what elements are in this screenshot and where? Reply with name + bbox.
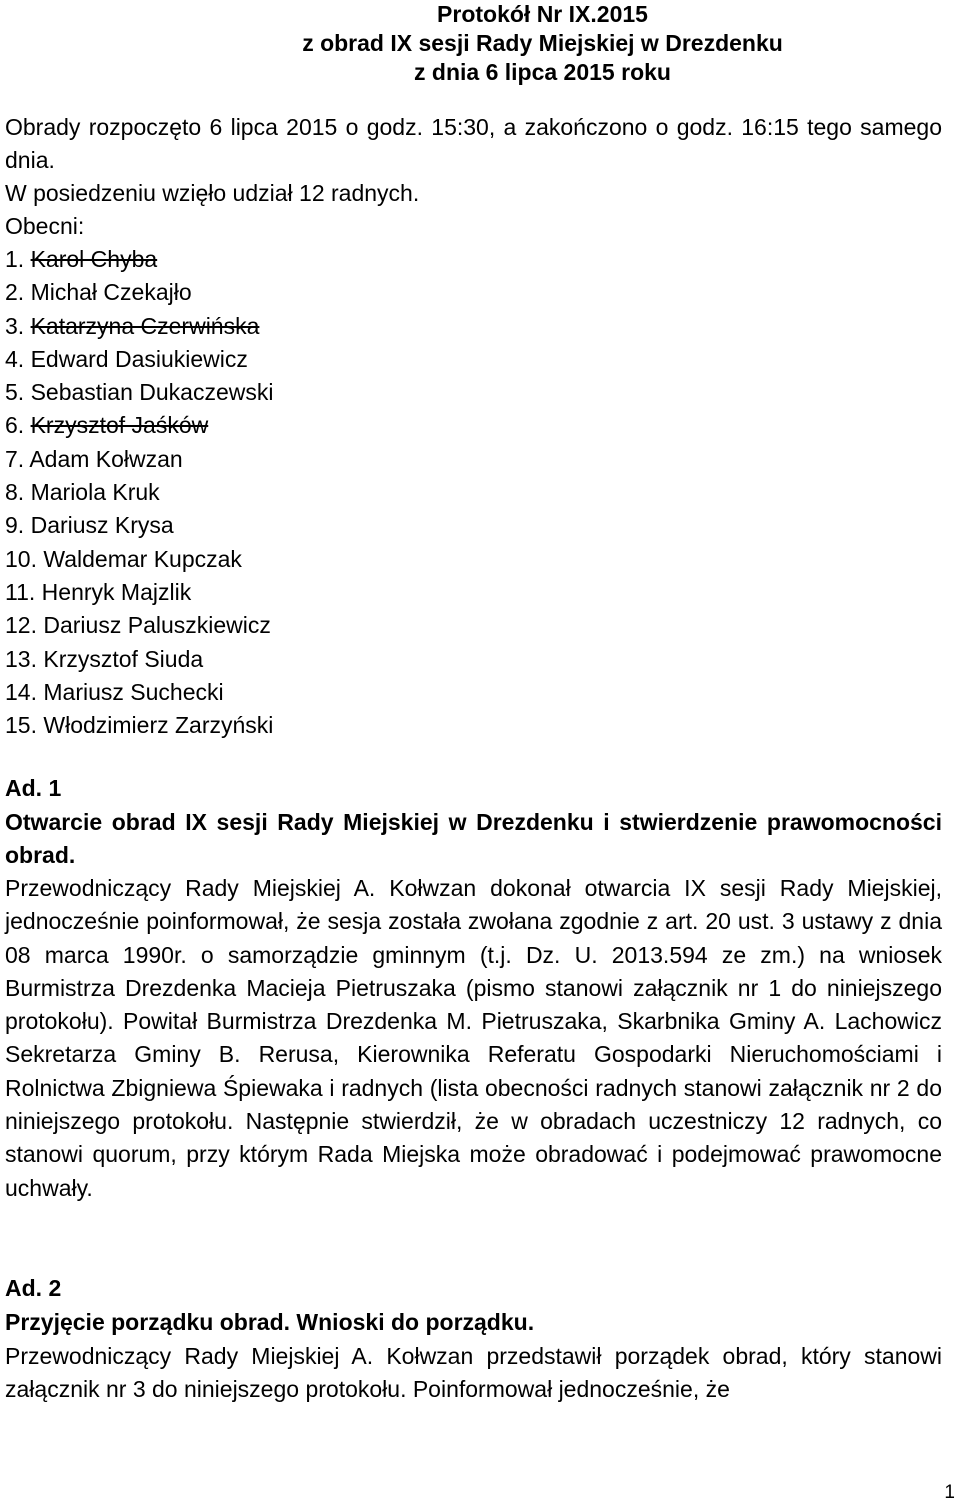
attendee-name: Dariusz Paluszkiewicz [43, 612, 271, 639]
attendee-name: Sebastian Dukaczewski [30, 379, 274, 406]
attendee-item [5, 709, 273, 742]
attendee-number: 4. [5, 345, 25, 372]
attendee-name: Krzysztof Siuda [43, 645, 204, 672]
session-title: z obrad IX sesji Rady Miejskiej w Drezdenku [302, 30, 783, 56]
attendee-name: Włodzimierz Zarzyński [43, 712, 274, 739]
attendee-number: 8. [5, 479, 25, 506]
attendee-number: 9. [5, 512, 25, 539]
attendee-name: Dariusz Krysa [30, 512, 174, 539]
attendee-item [5, 243, 273, 276]
attendee-number: 15. [5, 712, 37, 739]
attendee-item [5, 443, 273, 476]
attendee-item [5, 543, 273, 576]
attendee-number: 12. [5, 612, 37, 639]
attendee-item [5, 609, 273, 642]
attendee-number: 14. [5, 678, 37, 705]
section-2-title: Przyjęcie porządku obrad. Wnioski do porządku. [5, 1309, 535, 1335]
attendee-number: 2. [5, 279, 25, 306]
attendee-item [5, 476, 273, 509]
attendee-number: 13. [5, 645, 37, 672]
section-2-label: Ad. 2 [5, 1275, 62, 1301]
attendee-item [5, 376, 273, 409]
attendee-name: Mariola Kruk [30, 479, 160, 506]
attendee-name: Waldemar Kupczak [43, 545, 242, 572]
section-1-title: Otwarcie obrad IX sesji Rady Miejskiej w Drezdenku i stwierdzenie prawomocności obrad. [5, 809, 942, 869]
attendee-name: Adam Kołwzan [29, 445, 183, 472]
attendee-number: 11. [5, 578, 36, 605]
attendee-list [5, 243, 273, 742]
attendee-name: Michał Czekajło [30, 279, 192, 306]
session-time-paragraph: Obrady rozpoczęto 6 lipca 2015 o godz. 15:30, a zakończono o godz. 16:15 tego samego dnia. [5, 114, 942, 174]
attendee-item [5, 643, 273, 676]
section-1-body: Przewodniczący Rady Miejskiej A. Kołwzan dokonał otwarcia IX sesji Rady Miejskiej, jednocześnie poinformował, że sesja została zwołana zgodnie z art. 20 ust. 3 ustawy z dnia 08 marca 1990r. o samorządzie gminnym (t.j. Dz. U. 2013.594 ze zm.) na wniosek Burmistrza Drezdenka Macieja Pietruszaka (pismo stanowi załącznik nr 1 do niniejszego protokołu). Powitał Burmistrza Drezdenka M. Pietruszaka, Skarbnika Gminy A. Lachowicz Sekretarza Gminy B. Rerusa, Kierownika Referatu Gospodarki Nieruchomościami i Rolnictwa Zbigniewa Śpiewaka i radnych (lista obecności radnych stanowi załącznik nr 2 do niniejszego protokołu. Następnie stwierdził, że w obradach uczestniczy 12 radnych, co stanowi quorum, przy którym Rada Miejska może obradować i podejmować prawomocne uchwały. [5, 875, 942, 1201]
page-number: 1 [944, 1482, 955, 1503]
attendee-number: 3. [5, 312, 25, 339]
attendee-number: 7. [5, 445, 25, 472]
attendee-number: 1. [5, 246, 25, 272]
attendee-name: Karol Chyba [30, 246, 158, 272]
protocol-header [0, 0, 960, 87]
attendee-number: 10. [5, 545, 37, 572]
attendee-item [5, 676, 273, 709]
attendee-name: Krzysztof Jaśków [30, 412, 209, 439]
present-label: Obecni: [5, 213, 85, 239]
session-date: z dnia 6 lipca 2015 roku [414, 59, 671, 85]
attendee-name: Henryk Majzlik [41, 578, 192, 605]
attendee-name: Mariusz Suchecki [43, 678, 224, 705]
protocol-title: Protokół Nr IX.2015 [437, 1, 648, 27]
attendee-item [5, 310, 273, 343]
participation-paragraph: W posiedzeniu wzięło udział 12 radnych. [5, 180, 420, 206]
section-1-label: Ad. 1 [5, 775, 62, 801]
attendee-number: 5. [5, 379, 25, 406]
attendee-name: Katarzyna Czerwińska [30, 312, 260, 339]
section-2-body: Przewodniczący Rady Miejskiej A. Kołwzan przedstawił porządek obrad, który stanowi załącznik nr 3 do niniejszego protokołu. Poinformował jednocześnie, że [5, 1343, 942, 1403]
attendee-name: Edward Dasiukiewicz [30, 345, 248, 372]
attendee-item [5, 509, 273, 542]
attendee-item [5, 409, 273, 442]
attendee-number: 6. [5, 412, 25, 439]
attendee-item [5, 576, 273, 609]
attendee-item [5, 276, 273, 309]
attendee-item [5, 343, 273, 376]
